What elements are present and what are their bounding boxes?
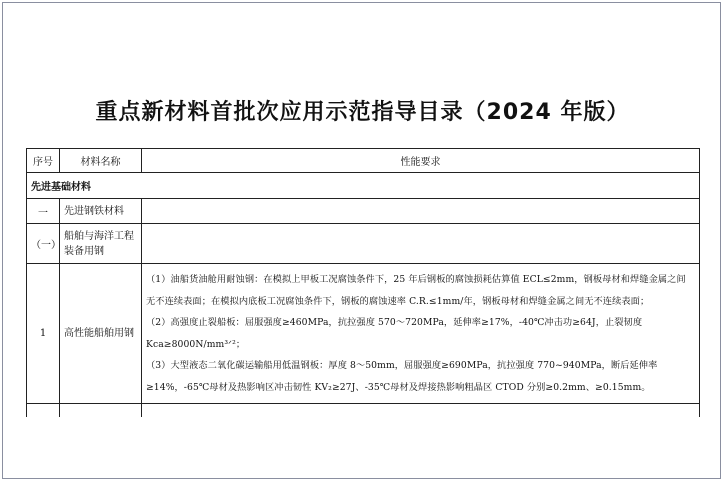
table-row [27,224,700,264]
row-spec [142,264,700,404]
spec-item-2: （2）高强度止裂船板：屈服强度≥460MPa，抗拉强度 570～720MPa，延伸率≥17%，-40℃冲击功≥64J，止裂韧度 Kca≥8000N/mm³ᐟ²； [146,317,643,350]
row-seq: （一） [27,224,60,264]
row-spec [142,199,700,224]
table-row [27,199,700,224]
page-bottom-blank [3,417,721,479]
row-seq: 一 [27,199,60,224]
materials-table [26,148,700,434]
section-title: 先进基础材料 [27,173,700,199]
header-name: 材料名称 [60,149,142,173]
row-name: 先进钢铁材料 [60,199,142,224]
spec-item-3: （3）大型液态二氧化碳运输船用低温钢板：厚度 8～50mm，屈服强度≥690MPa，抗拉强度 770~940MPa，断后延伸率≥14%，-65℃母材及热影响区冲击韧性 KV₂≥27J、-35℃母材及焊接热影响粗晶区 CTOD 分别≥0.2mm、≥0.15mm。 [146,360,658,393]
row-name: 高性能船舶用钢 [60,264,142,404]
row-seq: 1 [27,264,60,404]
header-spec: 性能要求 [142,149,700,173]
document-title: 重点新材料首批次应用示范指导目录（2024 年版） [95,100,630,125]
row-spec [142,224,700,264]
spec-item-1: （1）油船货油舱用耐蚀钢：在模拟上甲板工况腐蚀条件下，25 年后钢板的腐蚀损耗估算值 ECL≤2mm，钢板母材和焊缝金属之间无不连续表面；在模拟内底板工况腐蚀条件下，钢板的腐蚀速率 C.R.≤1mm/年，钢板母材和焊缝金属之间无不连续表面； [146,274,686,307]
header-seq: 序号 [27,149,60,173]
table-row [27,264,700,404]
table-header-row [27,149,700,173]
document-page [2,2,721,479]
section-row [27,173,700,199]
row-name: 船舶与海洋工程装备用钢 [60,224,142,264]
